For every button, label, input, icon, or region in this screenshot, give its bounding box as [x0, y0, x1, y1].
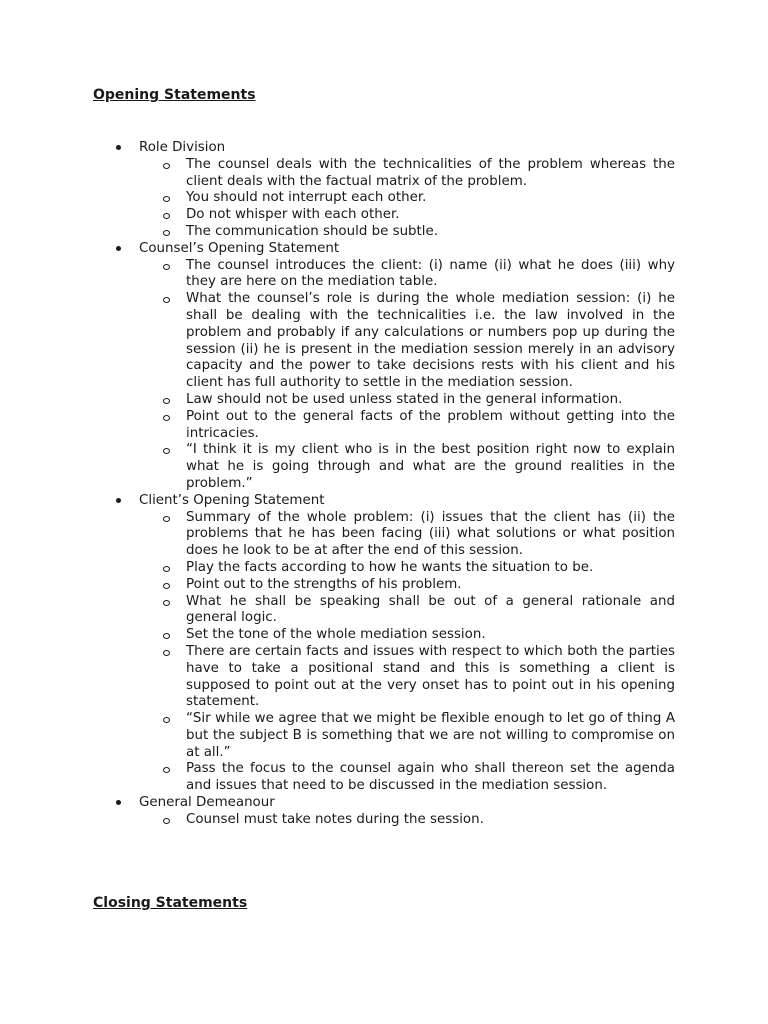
- sub-point-text: Law should not be used unless stated in the general information.: [186, 391, 623, 407]
- sub-point: [0, 258, 675, 292]
- sub-point: [0, 510, 675, 560]
- sub-point-text: “I think it is my client who is in the best position right now to explain what he is going through and what are the ground realities in the problem.”: [186, 442, 675, 491]
- sub-point: [0, 190, 675, 207]
- sub-point: [0, 291, 675, 392]
- sub-point: [0, 711, 675, 761]
- hollow-bullet-icon: [163, 448, 170, 454]
- sub-point-text: What he shall be speaking shall be out of a general rationale and general logic.: [186, 593, 675, 626]
- hollow-bullet-icon: [163, 650, 170, 656]
- bullet-icon: [116, 145, 121, 150]
- sub-point: [0, 627, 675, 644]
- sub-point-text: Summary of the whole problem: (i) issues that the client has (ii) the problems that he has been facing (iii) what solutions or what position does he look to be at after the end of this session.: [186, 509, 675, 559]
- hollow-bullet-icon: [163, 415, 170, 421]
- hollow-bullet-icon: [163, 264, 170, 270]
- hollow-bullet-icon: [163, 767, 170, 773]
- sub-point-text: The counsel introduces the client: (i) name (ii) what he does (iii) why they are here on the mediation table.: [186, 257, 675, 290]
- sub-point-text: Pass the focus to the counsel again who shall thereon set the agenda and issues that need to be discussed in the mediation session.: [186, 761, 675, 794]
- hollow-bullet-icon: [163, 163, 170, 169]
- sub-point-text: “Sir while we agree that we might be flexible enough to let go of thing A but the subject B is something that we are not willing to compromise on at all.”: [186, 711, 675, 760]
- sub-point-list: [0, 510, 768, 796]
- sub-point-text: What the counsel’s role is during the whole mediation session: (i) he shall be dealing with the technicalities i.e. the law involved in the problem and probably if any calculations or numbers pop up during the session (ii) he is present in the mediation session merely in an advisory capacity and the power to take decisions rests with his client and his client has full authority to settle in the mediation session.: [186, 291, 675, 391]
- hollow-bullet-icon: [163, 583, 170, 589]
- sub-point: [0, 812, 675, 829]
- sub-point: [0, 224, 675, 241]
- sub-point: [0, 577, 675, 594]
- sub-point-list: [0, 812, 768, 829]
- section-label: Role Division: [139, 140, 226, 155]
- sub-point-text: Set the tone of the whole mediation session.: [186, 627, 486, 643]
- hollow-bullet-icon: [163, 516, 170, 522]
- section-general-demeanour: [0, 795, 768, 829]
- hollow-bullet-icon: [163, 633, 170, 639]
- hollow-bullet-icon: [163, 717, 170, 723]
- hollow-bullet-icon: [163, 566, 170, 572]
- hollow-bullet-icon: [163, 398, 170, 404]
- sub-point: [0, 644, 675, 711]
- section-counsel-opening-statement: [0, 241, 768, 493]
- closing-statements-heading: Closing Statements: [93, 895, 248, 911]
- bullet-icon: [116, 498, 121, 503]
- opening-statements-heading: Opening Statements: [93, 87, 256, 103]
- sub-point: [0, 761, 675, 795]
- section-client-opening-statement: [0, 493, 768, 795]
- bullet-icon: [116, 800, 121, 805]
- hollow-bullet-icon: [163, 196, 170, 202]
- sub-point: [0, 594, 675, 628]
- section-label: Counsel’s Opening Statement: [139, 240, 340, 256]
- sub-point-text: Point out to the general facts of the problem without getting into the intricacies.: [186, 408, 675, 441]
- sub-point-list: [0, 157, 768, 241]
- hollow-bullet-icon: [163, 818, 170, 824]
- hollow-bullet-icon: [163, 230, 170, 236]
- opening-statements-outline: [0, 140, 768, 829]
- bullet-icon: [116, 246, 121, 251]
- sub-point: [0, 207, 675, 224]
- sub-point: [0, 560, 675, 577]
- sub-point-text: Play the facts according to how he wants the situation to be.: [186, 559, 594, 575]
- sub-point-text: The communication should be subtle.: [186, 223, 439, 239]
- sub-point: [0, 157, 675, 191]
- hollow-bullet-icon: [163, 213, 170, 219]
- sub-point-text: Point out to the strengths of his problem.: [186, 576, 462, 592]
- sub-point: [0, 442, 675, 492]
- sub-point-text: Counsel must take notes during the session.: [186, 811, 484, 827]
- sub-point-text: The counsel deals with the technicalities of the problem whereas the client deals with the factual matrix of the problem.: [186, 156, 675, 189]
- sub-point-text: There are certain facts and issues with respect to which both the parties have to take a positional stand and this is something a client is supposed to point out at the very onset has to point out in his opening statement.: [186, 643, 675, 710]
- hollow-bullet-icon: [163, 600, 170, 606]
- section-label: Client’s Opening Statement: [139, 492, 325, 508]
- sub-point-text: You should not interrupt each other.: [186, 190, 427, 206]
- section-role-division: [0, 140, 768, 241]
- sub-point-text: Do not whisper with each other.: [186, 207, 400, 223]
- section-label: General Demeanour: [139, 795, 275, 811]
- sub-point-list: [0, 258, 768, 493]
- sub-point: [0, 409, 675, 443]
- sub-point: [0, 392, 675, 409]
- hollow-bullet-icon: [163, 297, 170, 303]
